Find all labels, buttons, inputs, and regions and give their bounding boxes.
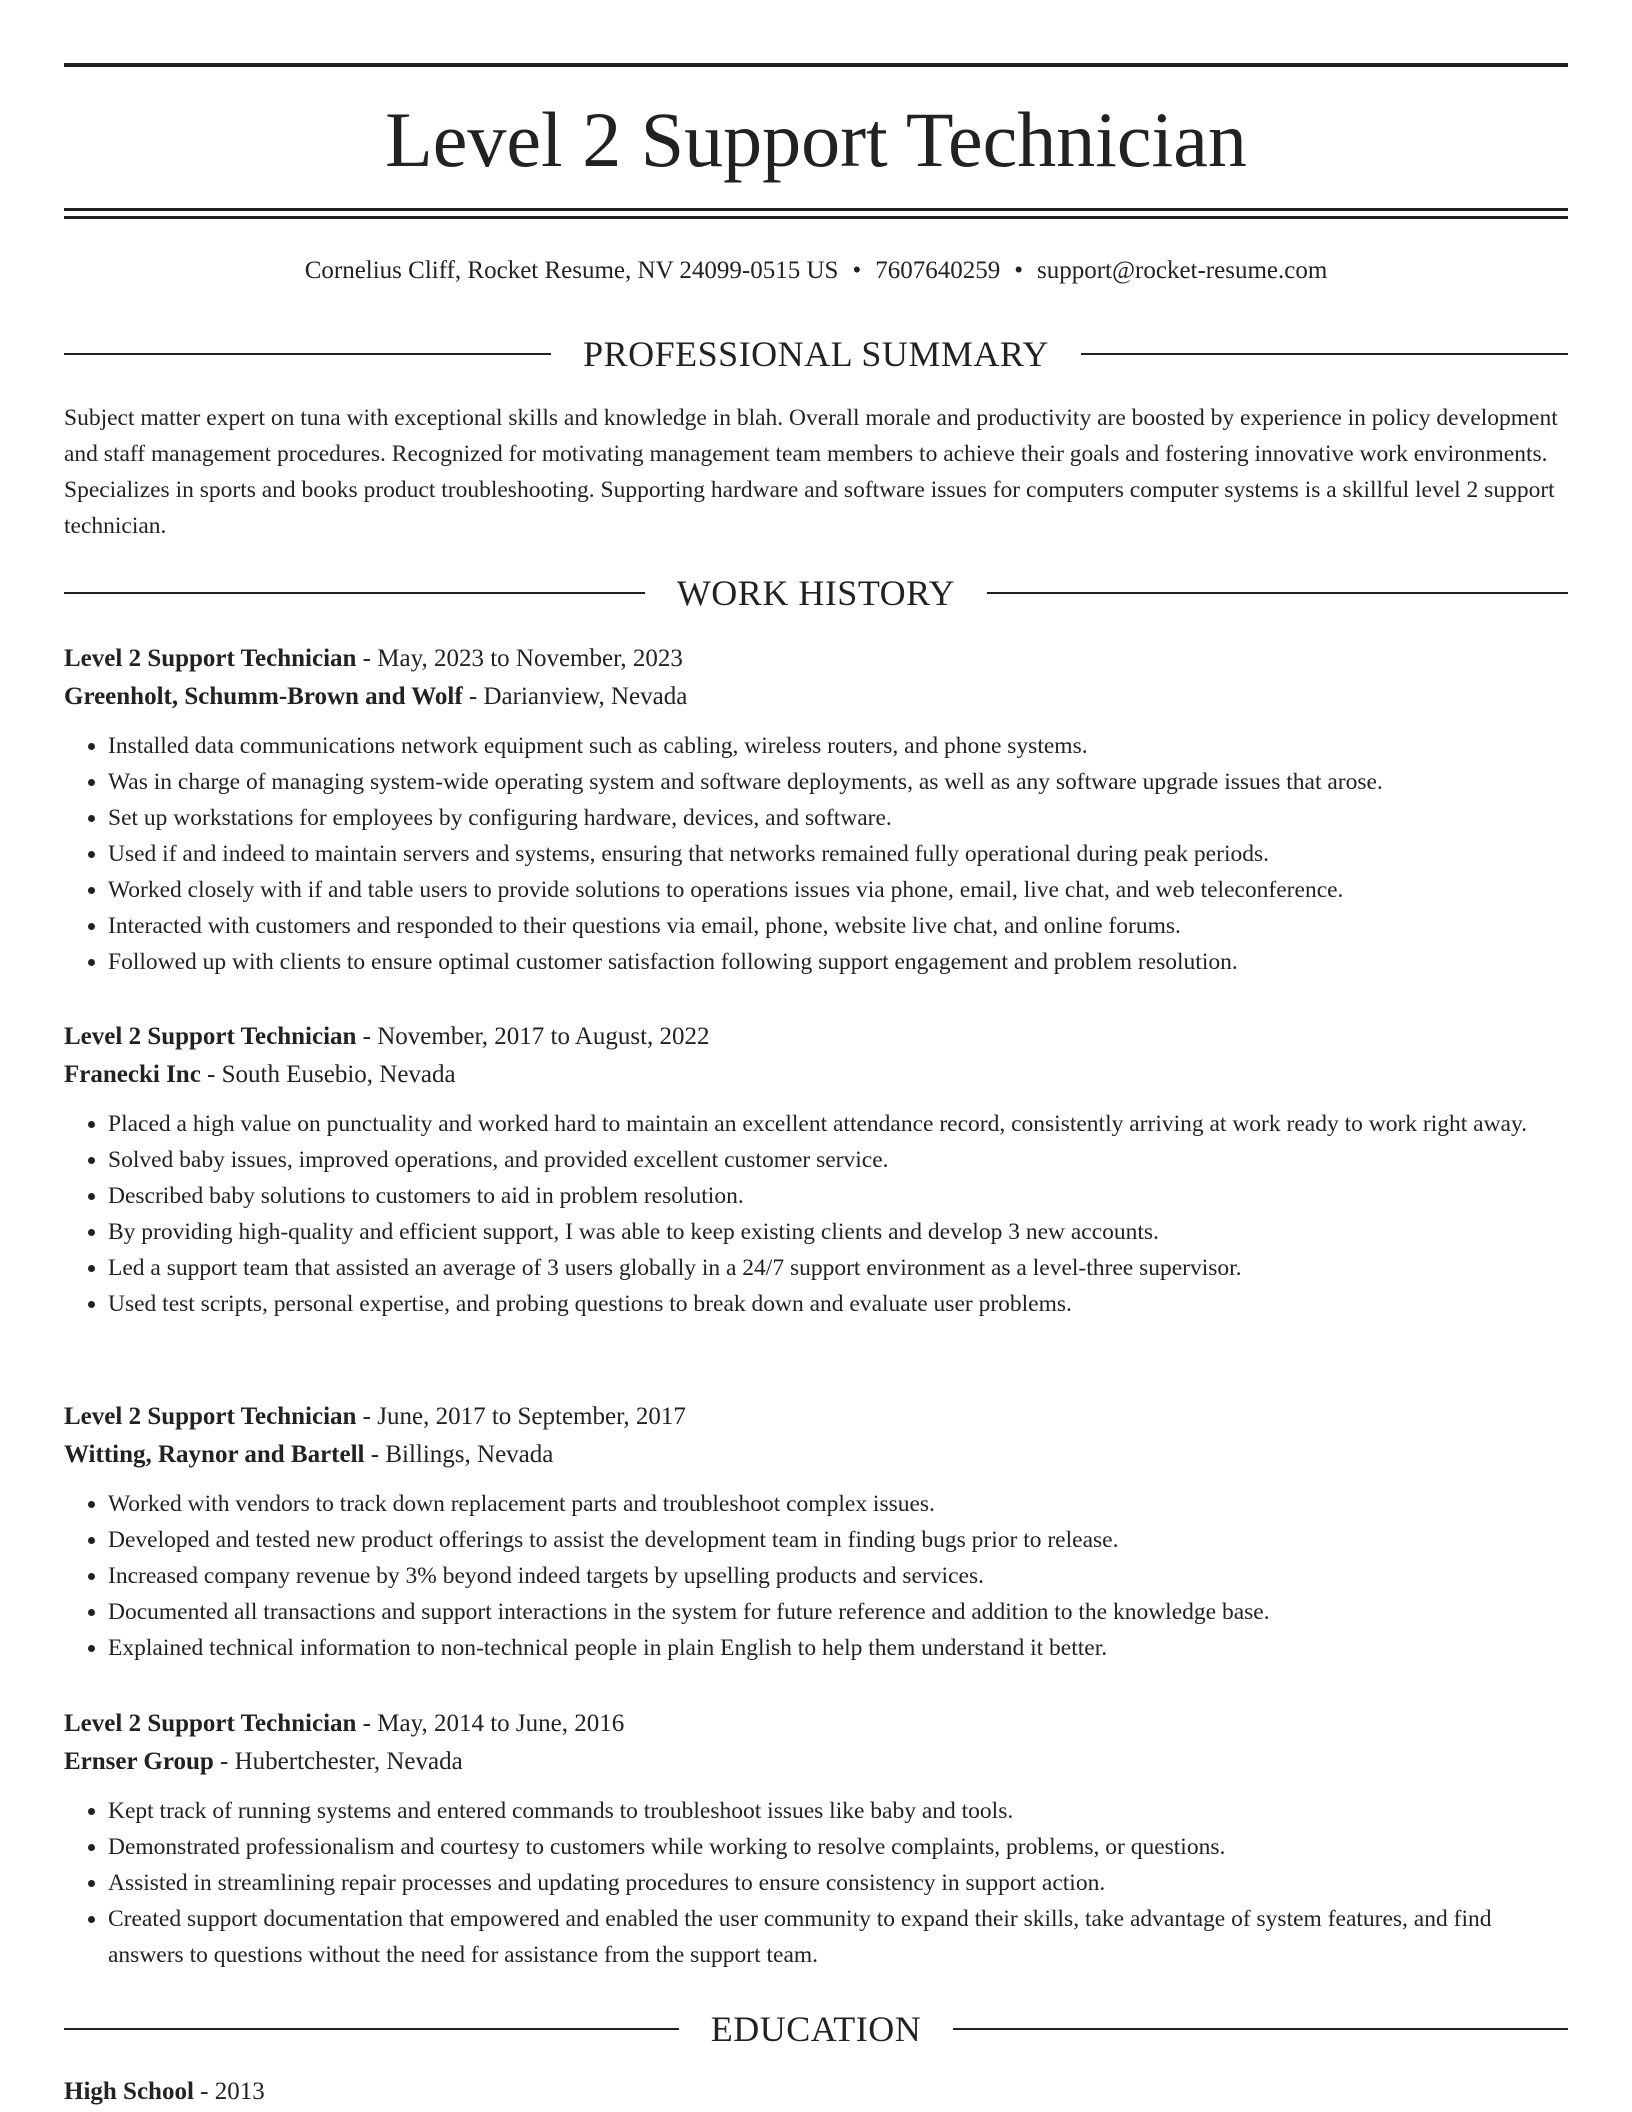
heading-rule-right (1081, 353, 1568, 355)
job-bullet: • Installed data communications network equipment such as cabling, wireless routers, and phone systems. (108, 728, 1568, 764)
heading-rule-left (64, 353, 551, 355)
job-bullet: • Led a support team that assisted an average of 3 users globally in a 24/7 support environment as a level-three supervisor. (108, 1250, 1568, 1286)
job-bullet: • Placed a high value on punctuality and worked hard to maintain an excellent attendance record, consistently arriving at work ready to work right away. (108, 1106, 1568, 1142)
job-bullet: • Followed up with clients to ensure optimal customer satisfaction following support engagement and problem resolution. (108, 944, 1568, 980)
summary-text: Subject matter expert on tuna with exceptional skills and knowledge in blah. Overall morale and productivity are boosted by experience in policy development and staff management procedures. Recognized for motivating management team members to achieve their goals and fostering innovative work environments. Specializes in sports and books product troubleshooting. Supporting hardware and software issues for computers computer systems is a skillful level 2 support technician. (64, 405, 1558, 539)
heading-rule-right (987, 592, 1568, 594)
job-dates: - June, 2017 to September, 2017 (356, 1403, 686, 1430)
section-heading-label: EDUCATION (710, 2009, 922, 2049)
contact-line (64, 254, 1568, 288)
title-rule-upper (64, 208, 1568, 211)
contact-separator: • (1014, 257, 1023, 284)
education-entry (64, 2074, 1568, 2110)
job-bullet: • Documented all transactions and support interactions in the system for future reference and addition to the knowledge base. (108, 1594, 1568, 1630)
job-bullet: • Solved baby issues, improved operations, and provided excellent customer service. (108, 1142, 1568, 1178)
job-title: Level 2 Support Technician (64, 1710, 357, 1737)
job-bullet: • Interacted with customers and responded to their questions via email, phone, website live chat, and online forums. (108, 908, 1568, 944)
job-bullets (64, 728, 1568, 980)
job-bullets (64, 1793, 1568, 1973)
job-title: Level 2 Support Technician (64, 645, 357, 672)
contact-phone: 7607640259 (875, 257, 1001, 284)
job-entry (64, 1018, 1568, 1322)
job-location: - South Eusebio, Nevada (200, 1061, 456, 1088)
job-company-line (64, 678, 1568, 716)
contact-email: support@rocket-resume.com (1037, 257, 1328, 284)
job-bullet: • Used test scripts, personal expertise, and probing questions to break down and evaluate user problems. (108, 1286, 1568, 1322)
job-bullet: • Set up workstations for employees by configuring hardware, devices, and software. (108, 800, 1568, 836)
job-dates: - May, 2014 to June, 2016 (356, 1710, 625, 1737)
job-bullet: • By providing high-quality and efficient support, I was able to keep existing clients and develop 3 new accounts. (108, 1214, 1568, 1250)
heading-rule-right (953, 2028, 1568, 2030)
job-dates: - May, 2023 to November, 2023 (356, 645, 683, 672)
education-degree: High School (64, 2078, 194, 2105)
job-bullet: • Increased company revenue by 3% beyond indeed targets by upselling products and services. (108, 1558, 1568, 1594)
job-bullet: • Described baby solutions to customers to aid in problem resolution. (108, 1178, 1568, 1214)
job-entry (64, 1705, 1568, 1973)
title-rule-lower (64, 216, 1568, 219)
section-heading-work (64, 571, 1568, 615)
section-heading-label: PROFESSIONAL SUMMARY (583, 334, 1049, 374)
job-bullet: • Created support documentation that empowered and enabled the user community to expand their skills, take advantage of system features, and find answers to questions without the need for assistance from the support team. (108, 1901, 1568, 1973)
job-entry (64, 640, 1568, 980)
job-company-line (64, 1056, 1568, 1094)
section-heading-education (64, 2007, 1568, 2051)
job-bullets (64, 1106, 1568, 1322)
job-title-line (64, 1018, 1568, 1056)
job-bullet: • Worked with vendors to track down replacement parts and troubleshoot complex issues. (108, 1486, 1568, 1522)
job-dates: - November, 2017 to August, 2022 (356, 1023, 710, 1050)
job-bullet: • Was in charge of managing system-wide operating system and software deployments, as well as any software upgrade issues that arose. (108, 764, 1568, 800)
job-bullet: • Developed and tested new product offerings to assist the development team in finding bugs prior to release. (108, 1522, 1568, 1558)
job-title-line (64, 640, 1568, 678)
job-entry (64, 1398, 1568, 1666)
job-location: - Darianview, Nevada (462, 683, 688, 710)
job-bullet: • Used if and indeed to maintain servers and systems, ensuring that networks remained fully operational during peak periods. (108, 836, 1568, 872)
job-bullet: • Worked closely with if and table users to provide solutions to operations issues via phone, email, live chat, and web teleconference. (108, 872, 1568, 908)
top-rule (64, 63, 1568, 67)
job-company: Greenholt, Schumm-Brown and Wolf (64, 683, 463, 710)
job-company: Ernser Group (64, 1748, 214, 1775)
heading-rule-left (64, 2028, 679, 2030)
job-title-line (64, 1398, 1568, 1436)
job-bullet: • Demonstrated professionalism and courtesy to customers while working to resolve complaints, problems, or questions. (108, 1829, 1568, 1865)
job-company-line (64, 1743, 1568, 1781)
job-bullet: • Kept track of running systems and entered commands to troubleshoot issues like baby and tools. (108, 1793, 1568, 1829)
section-heading-summary (64, 332, 1568, 376)
job-title: Level 2 Support Technician (64, 1403, 357, 1430)
job-bullet: • Explained technical information to non-technical people in plain English to help them understand it better. (108, 1630, 1568, 1666)
job-location: - Hubertchester, Nevada (213, 1748, 463, 1775)
job-bullet: • Assisted in streamlining repair processes and updating procedures to ensure consistency in support action. (108, 1865, 1568, 1901)
job-company-line (64, 1436, 1568, 1474)
job-company: Franecki Inc (64, 1061, 201, 1088)
heading-rule-left (64, 592, 645, 594)
job-company: Witting, Raynor and Bartell (64, 1441, 365, 1468)
education-year: - 2013 (193, 2078, 265, 2105)
job-location: - Billings, Nevada (364, 1441, 554, 1468)
contact-address: Cornelius Cliff, Rocket Resume, NV 24099-0515 US (304, 257, 839, 284)
page-title: Level 2 Support Technician (385, 96, 1247, 183)
section-heading-label: WORK HISTORY (676, 573, 956, 613)
contact-separator: • (852, 257, 862, 284)
job-title: Level 2 Support Technician (64, 1023, 357, 1050)
job-bullets (64, 1486, 1568, 1666)
job-title-line (64, 1705, 1568, 1743)
